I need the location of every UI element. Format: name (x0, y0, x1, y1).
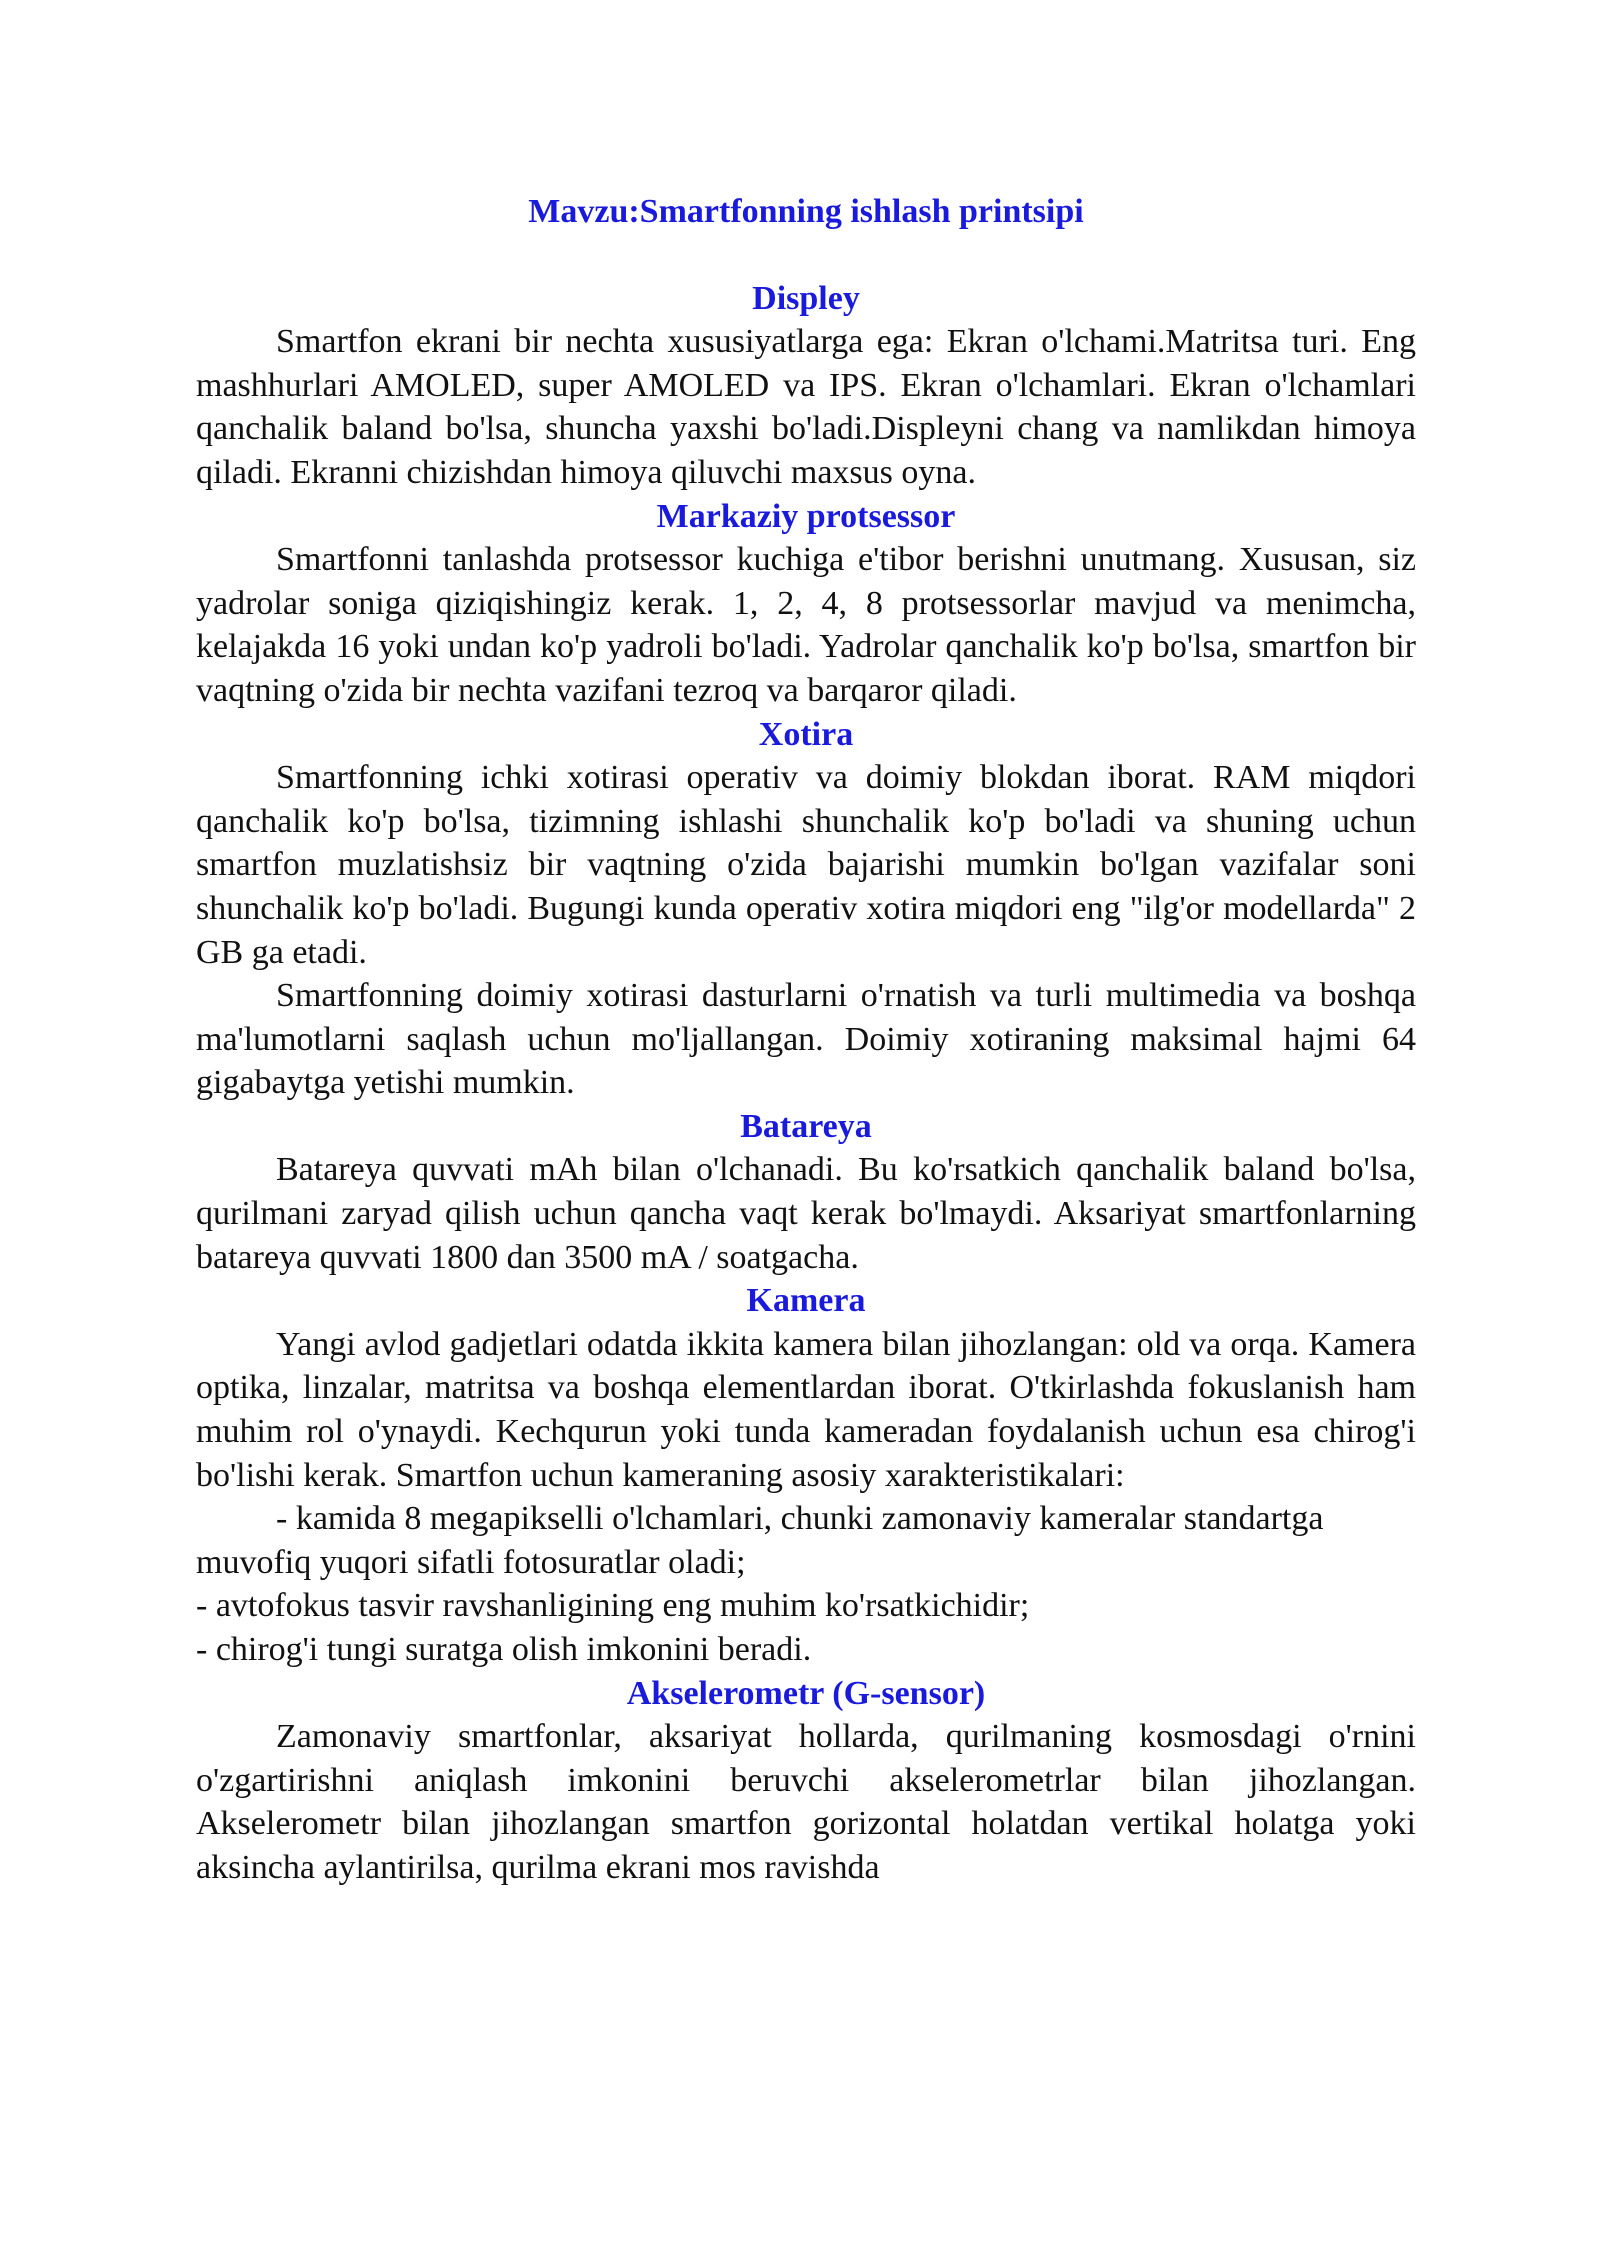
paragraph-xotira-2: Smartfonning doimiy xotirasi dasturlarni o'rnatish va turli multimedia va boshqa ma'lumotlarni saqlash uchun mo'ljallangan. Doimiy xotiraning maksimal hajmi 64 gigabaytga yetishi mumkin. (196, 977, 1416, 1102)
list-item-kamera-2: - avtofokus tasvir ravshanligining eng muhim ko'rsatkichidir; (196, 1587, 1030, 1625)
paragraph-protsessor: Smartfonni tanlashda protsessor kuchiga e'tibor berishni unutmang. Xususan, siz yadrolar soniga qiziqishingiz kerak. 1, 2, 4, 8 protsessorlar mavjud va menimcha, kelajakda 16 yoki undan ko'p yadroli bo'ladi. Yadrolar qanchalik ko'p bo'lsa, smartfon bir vaqtning o'zida bir nechta vazifani tezroq va barqaror qiladi. (196, 541, 1416, 709)
paragraph-xotira-1: Smartfonning ichki xotirasi operativ va doimiy blokdan iborat. RAM miqdori qanchalik ko'p bo'lsa, tizimning ishlashi shunchalik ko'p bo'ladi va shuning uchun smartfon muzlatishsiz bir vaqtning o'zida bajarishi mumkin bo'lgan vazifalar soni shunchalik ko'p bo'ladi. Bugungi kunda operativ xotira miqdori eng "ilg'or modellarda" 2 GB ga etadi. (196, 759, 1416, 971)
document-page (196, 190, 1416, 1890)
heading-xotira: Xotira (758, 715, 854, 753)
heading-protsessor: Markaziy protsessor (656, 497, 956, 535)
page-title: Mavzu:Smartfonning ishlash printsipi (528, 193, 1084, 230)
heading-displey: Displey (752, 279, 860, 317)
heading-kamera: Kamera (746, 1282, 866, 1320)
heading-batareya: Batareya (740, 1107, 872, 1145)
list-item-kamera-1: - kamida 8 megapikselli o'lchamlari, chunki zamonaviy kameralar standartga muvofiq yuqori sifatli fotosuratlar oladi; (196, 1500, 1324, 1581)
paragraph-displey: Smartfon ekrani bir nechta xususiyatlarga ega: Ekran o'lchami.Matritsa turi. Eng mashhurlari AMOLED, super AMOLED va IPS. Ekran o'lchamlari. Ekran o'lchamlari qanchalik baland bo'lsa, shuncha yaxshi bo'ladi.Displeyni chang va namlikdan himoya qiladi. Ekranni chizishdan himoya qiluvchi maxsus oyna. (196, 323, 1416, 491)
paragraph-akselerometr: Zamonaviy smartfonlar, aksariyat hollarda, qurilmaning kosmosdagi o'rnini o'zgartirishni aniqlash imkonini beruvchi akselerometrlar bilan jihozlangan. Akselerometr bilan jihozlangan smartfon gorizontal holatdan vertikal holatga yoki aksincha aylantirilsa, qurilma ekrani mos ravishda (196, 1718, 1416, 1886)
paragraph-kamera: Yangi avlod gadjetlari odatda ikkita kamera bilan jihozlangan: old va orqa. Kamera optika, linzalar, matritsa va boshqa elementlardan iborat. O'tkirlashda fokuslanish ham muhim rol o'ynaydi. Kechqurun yoki tunda kameradan foydalanish uchun esa chirog'i bo'lishi kerak. Smartfon uchun kameraning asosiy xarakteristikalari: (196, 1325, 1416, 1494)
paragraph-batareya: Batareya quvvati mAh bilan o'lchanadi. Bu ko'rsatkich qanchalik baland bo'lsa, qurilmani zaryad qilish uchun qancha vaqt kerak bo'lmaydi. Aksariyat smartfonlarning batareya quvvati 1800 dan 3500 mA / soatgacha. (196, 1151, 1416, 1276)
heading-akselerometr: Akselerometr (G-sensor) (626, 1674, 986, 1712)
list-item-kamera-3: - chirog'i tungi suratga olish imkonini beradi. (196, 1631, 812, 1668)
